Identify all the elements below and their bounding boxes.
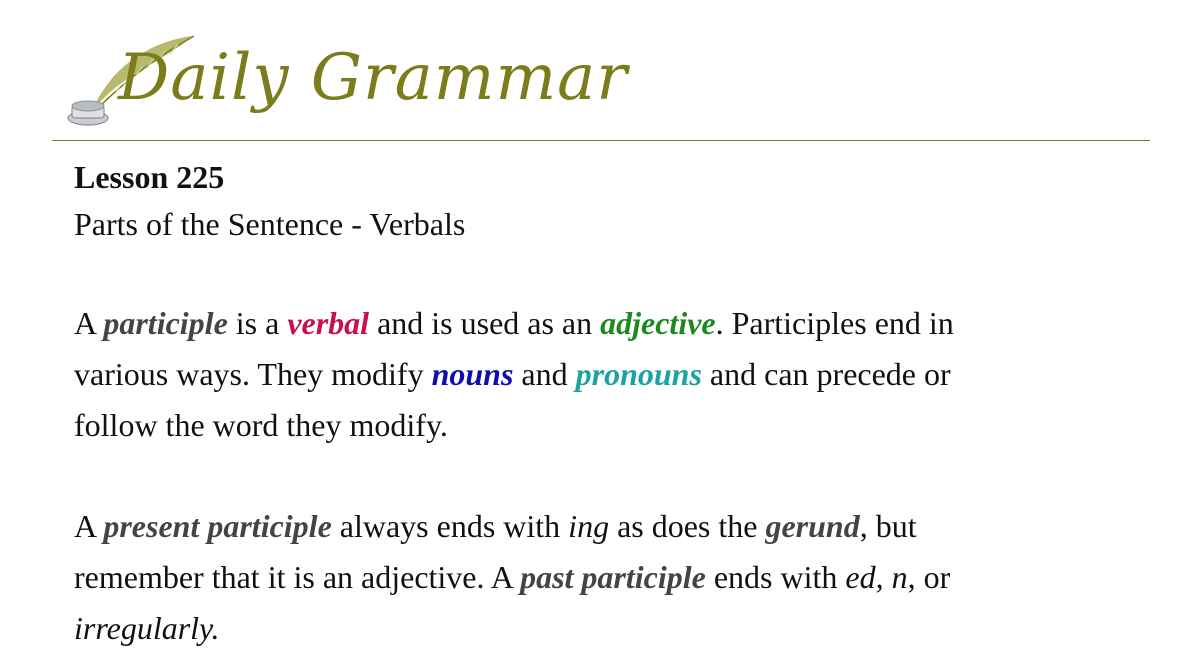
paragraph-present-past-participle xyxy=(74,501,1154,654)
text-run: is a xyxy=(227,305,288,341)
term-adjective: adjective xyxy=(600,305,716,341)
term-participle: participle xyxy=(103,305,228,341)
lesson-title: Lesson 225 xyxy=(74,159,225,195)
text-run: ends with xyxy=(705,559,846,595)
text-run: and is used as an xyxy=(369,305,601,341)
text-run: remember that it is an adjective. A xyxy=(74,559,521,595)
site-logo-text[interactable]: Daily Grammar xyxy=(118,41,628,115)
term-pronouns: pronouns xyxy=(575,356,702,392)
paragraph-line xyxy=(74,603,1154,654)
paragraph-line xyxy=(74,552,1154,603)
site-header xyxy=(52,28,1150,141)
text-run: and xyxy=(513,356,576,392)
lesson-subtitle: Parts of the Sentence - Verbals xyxy=(74,206,466,242)
paragraph-line xyxy=(74,400,1154,451)
text-run: , but xyxy=(859,508,917,544)
term-verbal: verbal xyxy=(287,305,370,341)
paragraph-line xyxy=(74,298,1154,349)
text-run: always ends with xyxy=(331,508,569,544)
paragraph-line xyxy=(74,501,1154,552)
text-run: follow the word they modify. xyxy=(74,407,448,443)
text-run: and can precede or xyxy=(701,356,951,392)
term-gerund: gerund xyxy=(765,508,860,544)
text-run: , or xyxy=(907,559,951,595)
paragraph-participle-definition xyxy=(74,298,1154,451)
text-run: as does the xyxy=(609,508,766,544)
text-run: various ways. They modify xyxy=(74,356,432,392)
term-present-participle: present participle xyxy=(103,508,332,544)
suffix-ed-n: ed, n xyxy=(845,559,908,595)
paragraph-line xyxy=(74,349,1154,400)
term-past-participle: past participle xyxy=(520,559,706,595)
text-run: A xyxy=(74,305,104,341)
text-irregularly: irregularly. xyxy=(74,610,220,646)
text-run: . Participles end in xyxy=(715,305,954,341)
text-run: A xyxy=(74,508,104,544)
term-nouns: nouns xyxy=(431,356,514,392)
suffix-ing: ing xyxy=(568,508,610,544)
